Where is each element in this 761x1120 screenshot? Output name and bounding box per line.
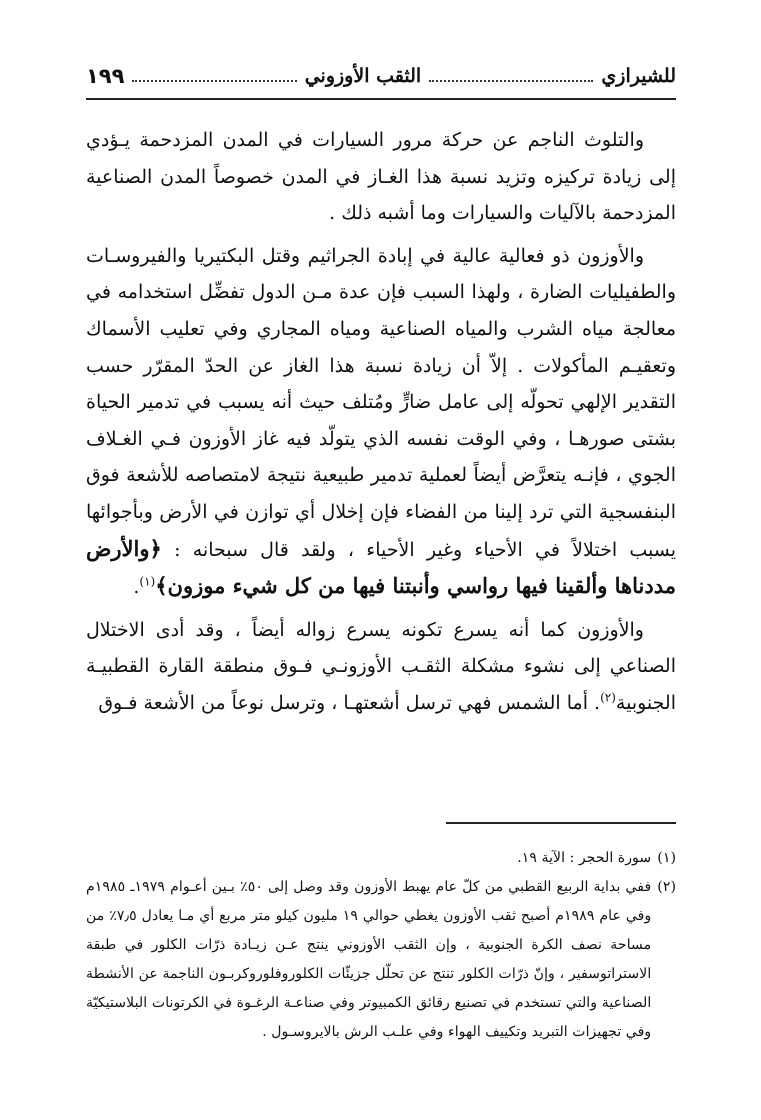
paragraph-3-text-a: والأوزون كما أنه يسرع تكونه يسرع زواله أيضاً ، وقد أدى الاختلال الصناعي إلى نشوء مشكلة الثقـب الأوزونـي فـوق منطقة القارة القطبيـة الجنوبية bbox=[86, 618, 676, 714]
footnote-2 bbox=[86, 873, 676, 1047]
paragraph-2-text: والأوزون ذو فعالية عالية في إبادة الجراثيم وقتل البكتيريا والفيروسـات والطفيليات الضارة ، ولهذا السبب فإن عدة مـن الدول تفضِّل استخدامه في معالجة مياه الشرب والمياه الصناعية ومياه المجاري وفي تعليب الأسماك وتعقيـم المأكولات . إلاّ أن زيادة نسبة هذا الغاز عن الحدّ المقرّر حسب التقدير الإلهي تحولّه إلى عامل ضارٍّ ومُتلف حيث أنه يسبب في تدمير الحياة بشتى صورهـا ، وفي الوقت نفسه الذي يتولّد فيه غاز الأوزون فـي الغـلاف الجوي ، فإنـه يتعرَّض أيضاً لعملية تدمير طبيعية نتيجة لامتصاصه للأشعة فوق البنفسجية التي ترد إلينا من الفضاء فإن إخلال أي توازن في الأرض وبأجوائها يسبب اختلالاً في الأحياء وغير الأحياء ، ولقد قال سبحانه : bbox=[86, 244, 676, 561]
quran-verse: ﴿والأرض مددناها وألقينا فيها رواسي وأنبتنا فيها من كل شيء موزون﴾ bbox=[86, 535, 676, 599]
footnote-number: (٢) bbox=[657, 879, 676, 895]
footnote-rule bbox=[446, 822, 676, 824]
header-title: الثقب الأوزوني bbox=[304, 65, 422, 87]
header-rule bbox=[86, 98, 676, 100]
paragraph-3 bbox=[86, 612, 676, 722]
body-text bbox=[86, 122, 676, 722]
footnote-ref-2: (٢) bbox=[600, 690, 616, 705]
paragraph-2-end: . bbox=[133, 576, 140, 599]
running-header bbox=[86, 56, 676, 96]
footnote-ref-1: (١) bbox=[139, 574, 156, 589]
footnote-text: ففي بداية الربيع القطبي من كلّ عام يهبط الأوزون وقد وصل إلى ٥٠٪ بـين أعـوام ١٩٧٩ـ ١٩٨٥م وفي عام ١٩٨٩م أصبح ثقب الأوزون يغطي حوالي ١٩ مليون كيلو متر مربع أي مـا يعادل ٧٫٥٪ من مساحة نصف الكرة الجنوبية ، وإن الثقب الأوزوني ينتج عـن زيـادة ذرّات الكلور في طبقة الاستراتوسفير ، وإنّ ذرّات الكلور تنتج عن تحلّل جزيئّات الكلوروفلوروكربـون الناجمة عن الأنشطة الصناعية والتي تستخدم في تصنيع رقائق الكمبيوتر وفي صناعـة الرغـوة في الكرتونات البلاستيكيّة وفي تجهيزات التبريد وتكييف الهواء وفي علـب الرش بالايروسـول . bbox=[86, 879, 652, 1040]
header-dots-right bbox=[429, 80, 593, 82]
paragraph-3-text-b: . أما الشمس فهي ترسل أشعتهـا ، وترسل نوعاً من الأشعة فـوق bbox=[98, 691, 601, 714]
header-author: للشيرازي bbox=[601, 65, 676, 87]
header-dots-left bbox=[132, 80, 296, 82]
paragraph-1: والتلوث الناجم عن حركة مرور السيارات في المدن المزدحمة يـؤدي إلى زيادة تركيزه وتزيد نسبة هذا الغـاز في المدن خصوصاً المدن الصناعية المزدحمة بالآليات والسيارات وما أشبه ذلك . bbox=[86, 129, 676, 225]
page-number: ١٩٩ bbox=[85, 64, 125, 88]
footnote-1 bbox=[86, 844, 676, 873]
footnote-number: (١) bbox=[657, 850, 676, 866]
paragraph-2 bbox=[86, 238, 676, 606]
footnote-text: سورة الحجر : الآية ١٩. bbox=[517, 850, 652, 866]
footnotes bbox=[86, 844, 676, 1047]
